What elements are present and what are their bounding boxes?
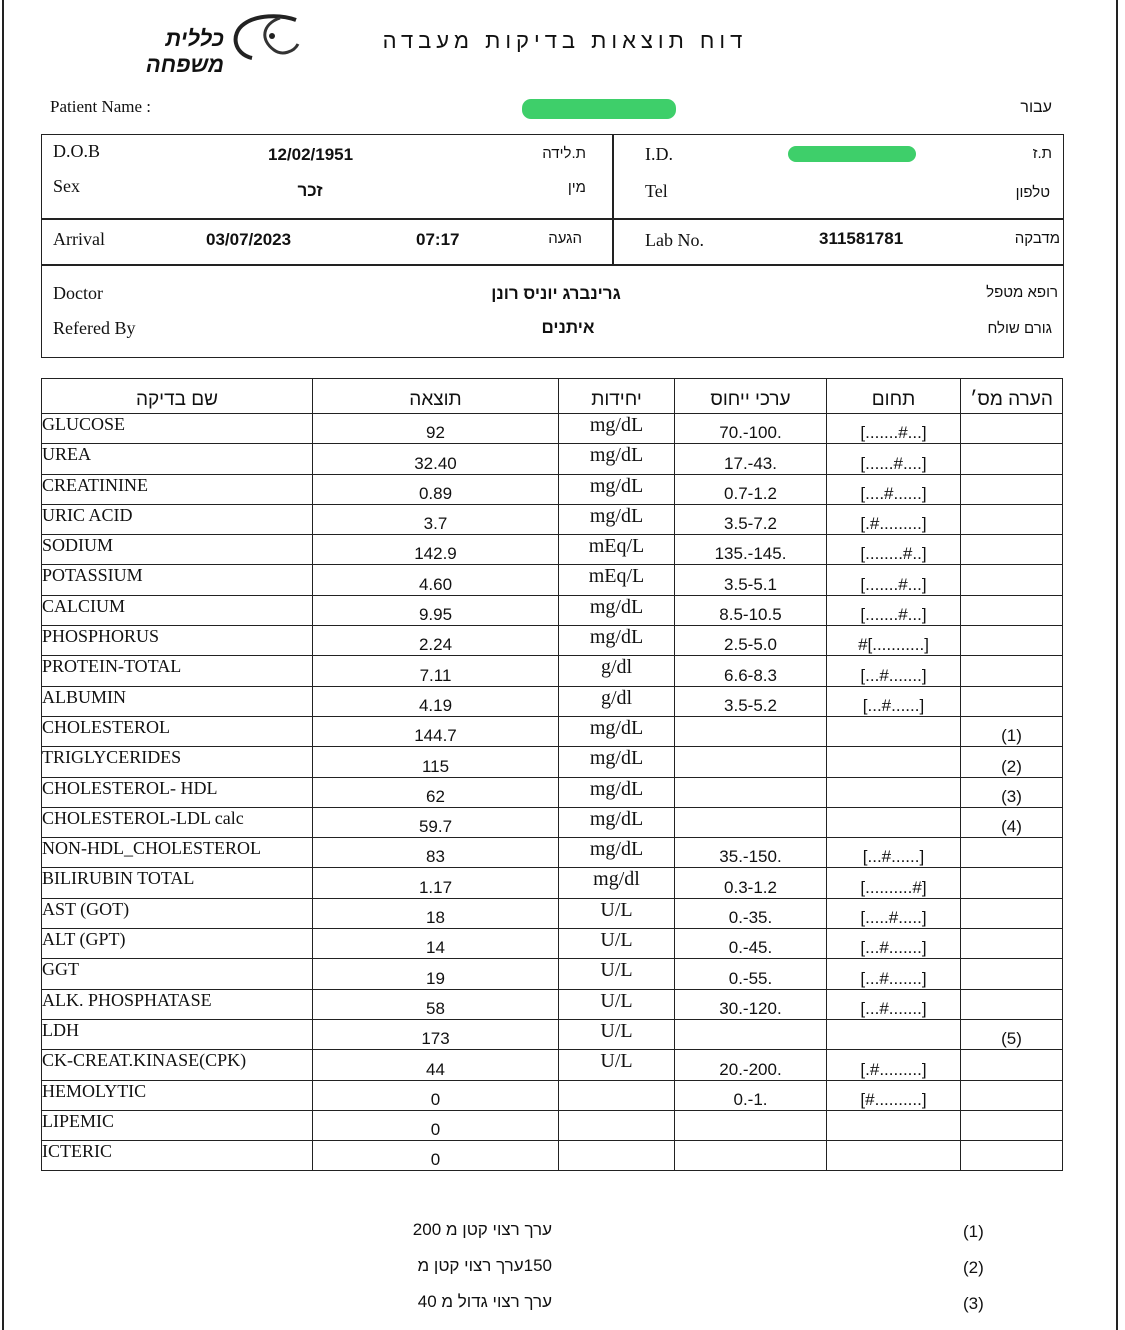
lab-value: 311581781 <box>819 229 904 248</box>
test-name-cell: CHOLESTEROL <box>42 716 313 746</box>
result-cell: 4.19 <box>313 686 559 716</box>
table-row <box>42 747 1063 777</box>
reference-cell <box>675 747 827 777</box>
table-row <box>42 777 1063 807</box>
result-cell: 59.7 <box>313 807 559 837</box>
reference-cell: 2.5-5.0 <box>675 626 827 656</box>
reference-cell: 8.5-10.5 <box>675 595 827 625</box>
range-cell: [...#......] <box>827 838 961 868</box>
lab-label-en: Lab No. <box>645 230 704 250</box>
note-cell: (2) <box>961 747 1063 777</box>
units-cell: U/L <box>559 929 675 959</box>
note-cell <box>961 504 1063 534</box>
result-cell: 2.24 <box>313 626 559 656</box>
reference-cell <box>675 716 827 746</box>
units-cell <box>559 1141 675 1171</box>
table-row <box>42 444 1063 474</box>
header-test-name: שם בדיקה <box>42 379 313 414</box>
results-table <box>41 378 1063 1171</box>
sex-label-he: מין <box>567 179 586 196</box>
tel-label-he: טלפון <box>1015 184 1050 201</box>
sex-value: זכר <box>297 181 323 200</box>
note-cell <box>961 686 1063 716</box>
note-cell <box>961 1080 1063 1110</box>
reference-cell: 35.-150. <box>675 838 827 868</box>
units-cell: mg/dL <box>559 838 675 868</box>
note-cell <box>961 565 1063 595</box>
range-cell: [.#.........] <box>827 1050 961 1080</box>
reference-cell: 6.6-8.3 <box>675 656 827 686</box>
note-cell <box>961 626 1063 656</box>
arrival-label-he: הגעה <box>548 230 582 247</box>
table-row <box>42 414 1063 444</box>
test-name-cell: BILIRUBIN TOTAL <box>42 868 313 898</box>
note-cell <box>961 474 1063 504</box>
note-cell <box>961 898 1063 928</box>
result-cell: 1.17 <box>313 868 559 898</box>
note-cell <box>961 1110 1063 1140</box>
table-row <box>42 626 1063 656</box>
reference-cell <box>675 1141 827 1171</box>
test-name-cell: CK-CREAT.KINASE(CPK) <box>42 1050 313 1080</box>
reference-cell <box>675 1110 827 1140</box>
header-result: תוצאה <box>313 379 559 414</box>
result-cell: 9.95 <box>313 595 559 625</box>
result-cell: 62 <box>313 777 559 807</box>
table-row <box>42 898 1063 928</box>
units-cell: mg/dL <box>559 444 675 474</box>
table-row <box>42 565 1063 595</box>
range-cell: [...#......] <box>827 686 961 716</box>
reference-cell: 0.-35. <box>675 898 827 928</box>
result-cell: 0 <box>313 1141 559 1171</box>
result-cell: 83 <box>313 838 559 868</box>
footnote-text: ערך רצוי קטן מ 200 <box>412 1220 552 1239</box>
redacted-id <box>788 146 916 162</box>
result-cell: 0 <box>313 1110 559 1140</box>
result-cell: 144.7 <box>313 716 559 746</box>
reference-cell <box>675 777 827 807</box>
tel-label-en: Tel <box>645 181 668 201</box>
units-cell: mg/dL <box>559 777 675 807</box>
units-cell: g/dl <box>559 686 675 716</box>
result-cell: 173 <box>313 1019 559 1049</box>
range-cell: [.......#...] <box>827 595 961 625</box>
range-cell <box>827 807 961 837</box>
table-row <box>42 1080 1063 1110</box>
test-name-cell: GLUCOSE <box>42 414 313 444</box>
note-cell: (1) <box>961 716 1063 746</box>
note-cell: (3) <box>961 777 1063 807</box>
units-cell: mg/dL <box>559 807 675 837</box>
lab-label-he: מדבקה <box>1014 230 1060 247</box>
test-name-cell: SODIUM <box>42 535 313 565</box>
range-cell: [...#.......] <box>827 656 961 686</box>
reference-cell <box>675 1019 827 1049</box>
result-cell: 19 <box>313 959 559 989</box>
result-cell: 7.11 <box>313 656 559 686</box>
units-cell: mg/dL <box>559 626 675 656</box>
note-cell <box>961 656 1063 686</box>
note-cell <box>961 414 1063 444</box>
range-cell: [........#..] <box>827 535 961 565</box>
test-name-cell: ALT (GPT) <box>42 929 313 959</box>
range-cell: [.......#...] <box>827 414 961 444</box>
note-cell <box>961 959 1063 989</box>
reference-cell: 0.-55. <box>675 959 827 989</box>
dob-value: 12/02/1951 <box>268 145 354 164</box>
doctor-value: גרינברג יוניס רונן <box>491 284 621 303</box>
note-cell <box>961 1050 1063 1080</box>
test-name-cell: URIC ACID <box>42 504 313 534</box>
referred-value: איתנים <box>541 318 595 337</box>
patient-info-divider <box>612 134 614 220</box>
test-name-cell: NON-HDL_CHOLESTEROL <box>42 838 313 868</box>
range-cell <box>827 1019 961 1049</box>
id-label-he: ת.ז <box>1032 145 1052 162</box>
reference-cell: 135.-145. <box>675 535 827 565</box>
header-range: תחום <box>827 379 961 414</box>
table-row <box>42 959 1063 989</box>
units-cell <box>559 1080 675 1110</box>
reference-cell: 0.7-1.2 <box>675 474 827 504</box>
range-cell <box>827 1110 961 1140</box>
test-name-cell: PHOSPHORUS <box>42 626 313 656</box>
page-border-left <box>2 0 4 1330</box>
referred-label-en: Refered By <box>53 318 136 338</box>
test-name-cell: HEMOLYTIC <box>42 1080 313 1110</box>
patient-name-label-en: Patient Name : <box>50 97 152 116</box>
range-cell: [......#....] <box>827 444 961 474</box>
dob-label-he: ת.לידה <box>542 145 586 162</box>
table-row <box>42 807 1063 837</box>
table-row <box>42 504 1063 534</box>
note-cell: (4) <box>961 807 1063 837</box>
reference-cell: 0.-45. <box>675 929 827 959</box>
units-cell: mEq/L <box>559 565 675 595</box>
arrival-date: 03/07/2023 <box>206 230 292 249</box>
table-row <box>42 1141 1063 1171</box>
result-cell: 92 <box>313 414 559 444</box>
header-note: הערה מס׳ <box>961 379 1063 414</box>
range-cell <box>827 1141 961 1171</box>
reference-cell: 30.-120. <box>675 989 827 1019</box>
result-cell: 115 <box>313 747 559 777</box>
table-row <box>42 989 1063 1019</box>
test-name-cell: CREATININE <box>42 474 313 504</box>
dob-label-en: D.O.B <box>53 141 101 161</box>
header-reference: ערכי ייחוס <box>675 379 827 414</box>
range-cell: [...#.......] <box>827 959 961 989</box>
range-cell: [.......#...] <box>827 565 961 595</box>
units-cell: mg/dL <box>559 595 675 625</box>
table-row <box>42 1019 1063 1049</box>
note-cell <box>961 1141 1063 1171</box>
arrival-time: 07:17 <box>416 230 460 249</box>
reference-cell: 3.5-5.2 <box>675 686 827 716</box>
units-cell: U/L <box>559 898 675 928</box>
footnote-number: (2) <box>963 1258 984 1277</box>
result-cell: 44 <box>313 1050 559 1080</box>
range-cell: [.....#.....] <box>827 898 961 928</box>
range-cell: [....#......] <box>827 474 961 504</box>
reference-cell: 17.-43. <box>675 444 827 474</box>
table-row <box>42 1110 1063 1140</box>
range-cell <box>827 777 961 807</box>
header-units: יחידות <box>559 379 675 414</box>
table-row <box>42 595 1063 625</box>
reference-cell <box>675 807 827 837</box>
note-cell <box>961 868 1063 898</box>
units-cell <box>559 1110 675 1140</box>
result-cell: 0 <box>313 1080 559 1110</box>
doctor-label-he: רופא מטפל <box>986 284 1058 301</box>
test-name-cell: ALK. PHOSPHATASE <box>42 989 313 1019</box>
clalit-logo <box>84 6 304 77</box>
note-cell <box>961 838 1063 868</box>
range-cell: #[...........] <box>827 626 961 656</box>
test-name-cell: POTASSIUM <box>42 565 313 595</box>
id-label-en: I.D. <box>645 144 673 164</box>
note-cell <box>961 444 1063 474</box>
reference-cell: 3.5-7.2 <box>675 504 827 534</box>
footnote-text: 150ערך רצוי קטן מ <box>417 1256 552 1275</box>
note-cell <box>961 535 1063 565</box>
test-name-cell: PROTEIN-TOTAL <box>42 656 313 686</box>
test-name-cell: ICTERIC <box>42 1141 313 1171</box>
footnote-text: ערך רצוי גדול מ 40 <box>417 1292 552 1311</box>
table-row <box>42 1050 1063 1080</box>
note-cell <box>961 929 1063 959</box>
arrival-divider <box>612 218 614 266</box>
range-cell: [...#.......] <box>827 929 961 959</box>
units-cell: g/dl <box>559 656 675 686</box>
reference-cell: 0.-1. <box>675 1080 827 1110</box>
result-cell: 3.7 <box>313 504 559 534</box>
table-row <box>42 474 1063 504</box>
units-cell: U/L <box>559 1050 675 1080</box>
result-cell: 142.9 <box>313 535 559 565</box>
footnote-number: (1) <box>963 1222 984 1241</box>
units-cell: mg/dl <box>559 868 675 898</box>
sex-label-en: Sex <box>53 176 80 196</box>
table-row <box>42 838 1063 868</box>
test-name-cell: GGT <box>42 959 313 989</box>
result-cell: 18 <box>313 898 559 928</box>
units-cell: mg/dL <box>559 474 675 504</box>
redacted-patient-name <box>522 99 676 119</box>
test-name-cell: UREA <box>42 444 313 474</box>
test-name-cell: CHOLESTEROL- HDL <box>42 777 313 807</box>
test-name-cell: CHOLESTEROL-LDL calc <box>42 807 313 837</box>
reference-cell: 3.5-5.1 <box>675 565 827 595</box>
test-name-cell: CALCIUM <box>42 595 313 625</box>
units-cell: mg/dL <box>559 414 675 444</box>
note-cell <box>961 989 1063 1019</box>
doctor-box <box>41 264 1064 358</box>
range-cell: [..........#] <box>827 868 961 898</box>
range-cell: [.#.........] <box>827 504 961 534</box>
test-name-cell: TRIGLYCERIDES <box>42 747 313 777</box>
table-row <box>42 868 1063 898</box>
table-header-row <box>42 379 1063 414</box>
range-cell: [...#.......] <box>827 989 961 1019</box>
units-cell: mEq/L <box>559 535 675 565</box>
patient-name-label-he: עבור <box>1020 99 1052 116</box>
arrival-label-en: Arrival <box>53 229 105 249</box>
reference-cell: 20.-200. <box>675 1050 827 1080</box>
table-row <box>42 656 1063 686</box>
result-cell: 32.40 <box>313 444 559 474</box>
reference-cell: 70.-100. <box>675 414 827 444</box>
test-name-cell: LDH <box>42 1019 313 1049</box>
footnote-number: (3) <box>963 1294 984 1313</box>
units-cell: U/L <box>559 1019 675 1049</box>
page-border-right <box>1116 0 1118 1330</box>
referred-label-he: גורם שולח <box>987 320 1052 337</box>
units-cell: U/L <box>559 989 675 1019</box>
table-row <box>42 929 1063 959</box>
units-cell: U/L <box>559 959 675 989</box>
page-title: דוח תוצאות בדיקות מעבדה <box>382 28 748 53</box>
table-row <box>42 535 1063 565</box>
result-cell: 14 <box>313 929 559 959</box>
test-name-cell: LIPEMIC <box>42 1110 313 1140</box>
reference-cell: 0.3-1.2 <box>675 868 827 898</box>
test-name-cell: AST (GOT) <box>42 898 313 928</box>
result-cell: 4.60 <box>313 565 559 595</box>
table-row <box>42 686 1063 716</box>
note-cell <box>961 595 1063 625</box>
range-cell <box>827 716 961 746</box>
range-cell <box>827 747 961 777</box>
result-cell: 58 <box>313 989 559 1019</box>
note-cell: (5) <box>961 1019 1063 1049</box>
units-cell: mg/dL <box>559 504 675 534</box>
units-cell: mg/dL <box>559 747 675 777</box>
result-cell: 0.89 <box>313 474 559 504</box>
test-name-cell: ALBUMIN <box>42 686 313 716</box>
range-cell: [#..........] <box>827 1080 961 1110</box>
units-cell: mg/dL <box>559 716 675 746</box>
table-row <box>42 716 1063 746</box>
logo-text: כללית משפחה <box>145 26 224 77</box>
doctor-label-en: Doctor <box>53 283 103 303</box>
